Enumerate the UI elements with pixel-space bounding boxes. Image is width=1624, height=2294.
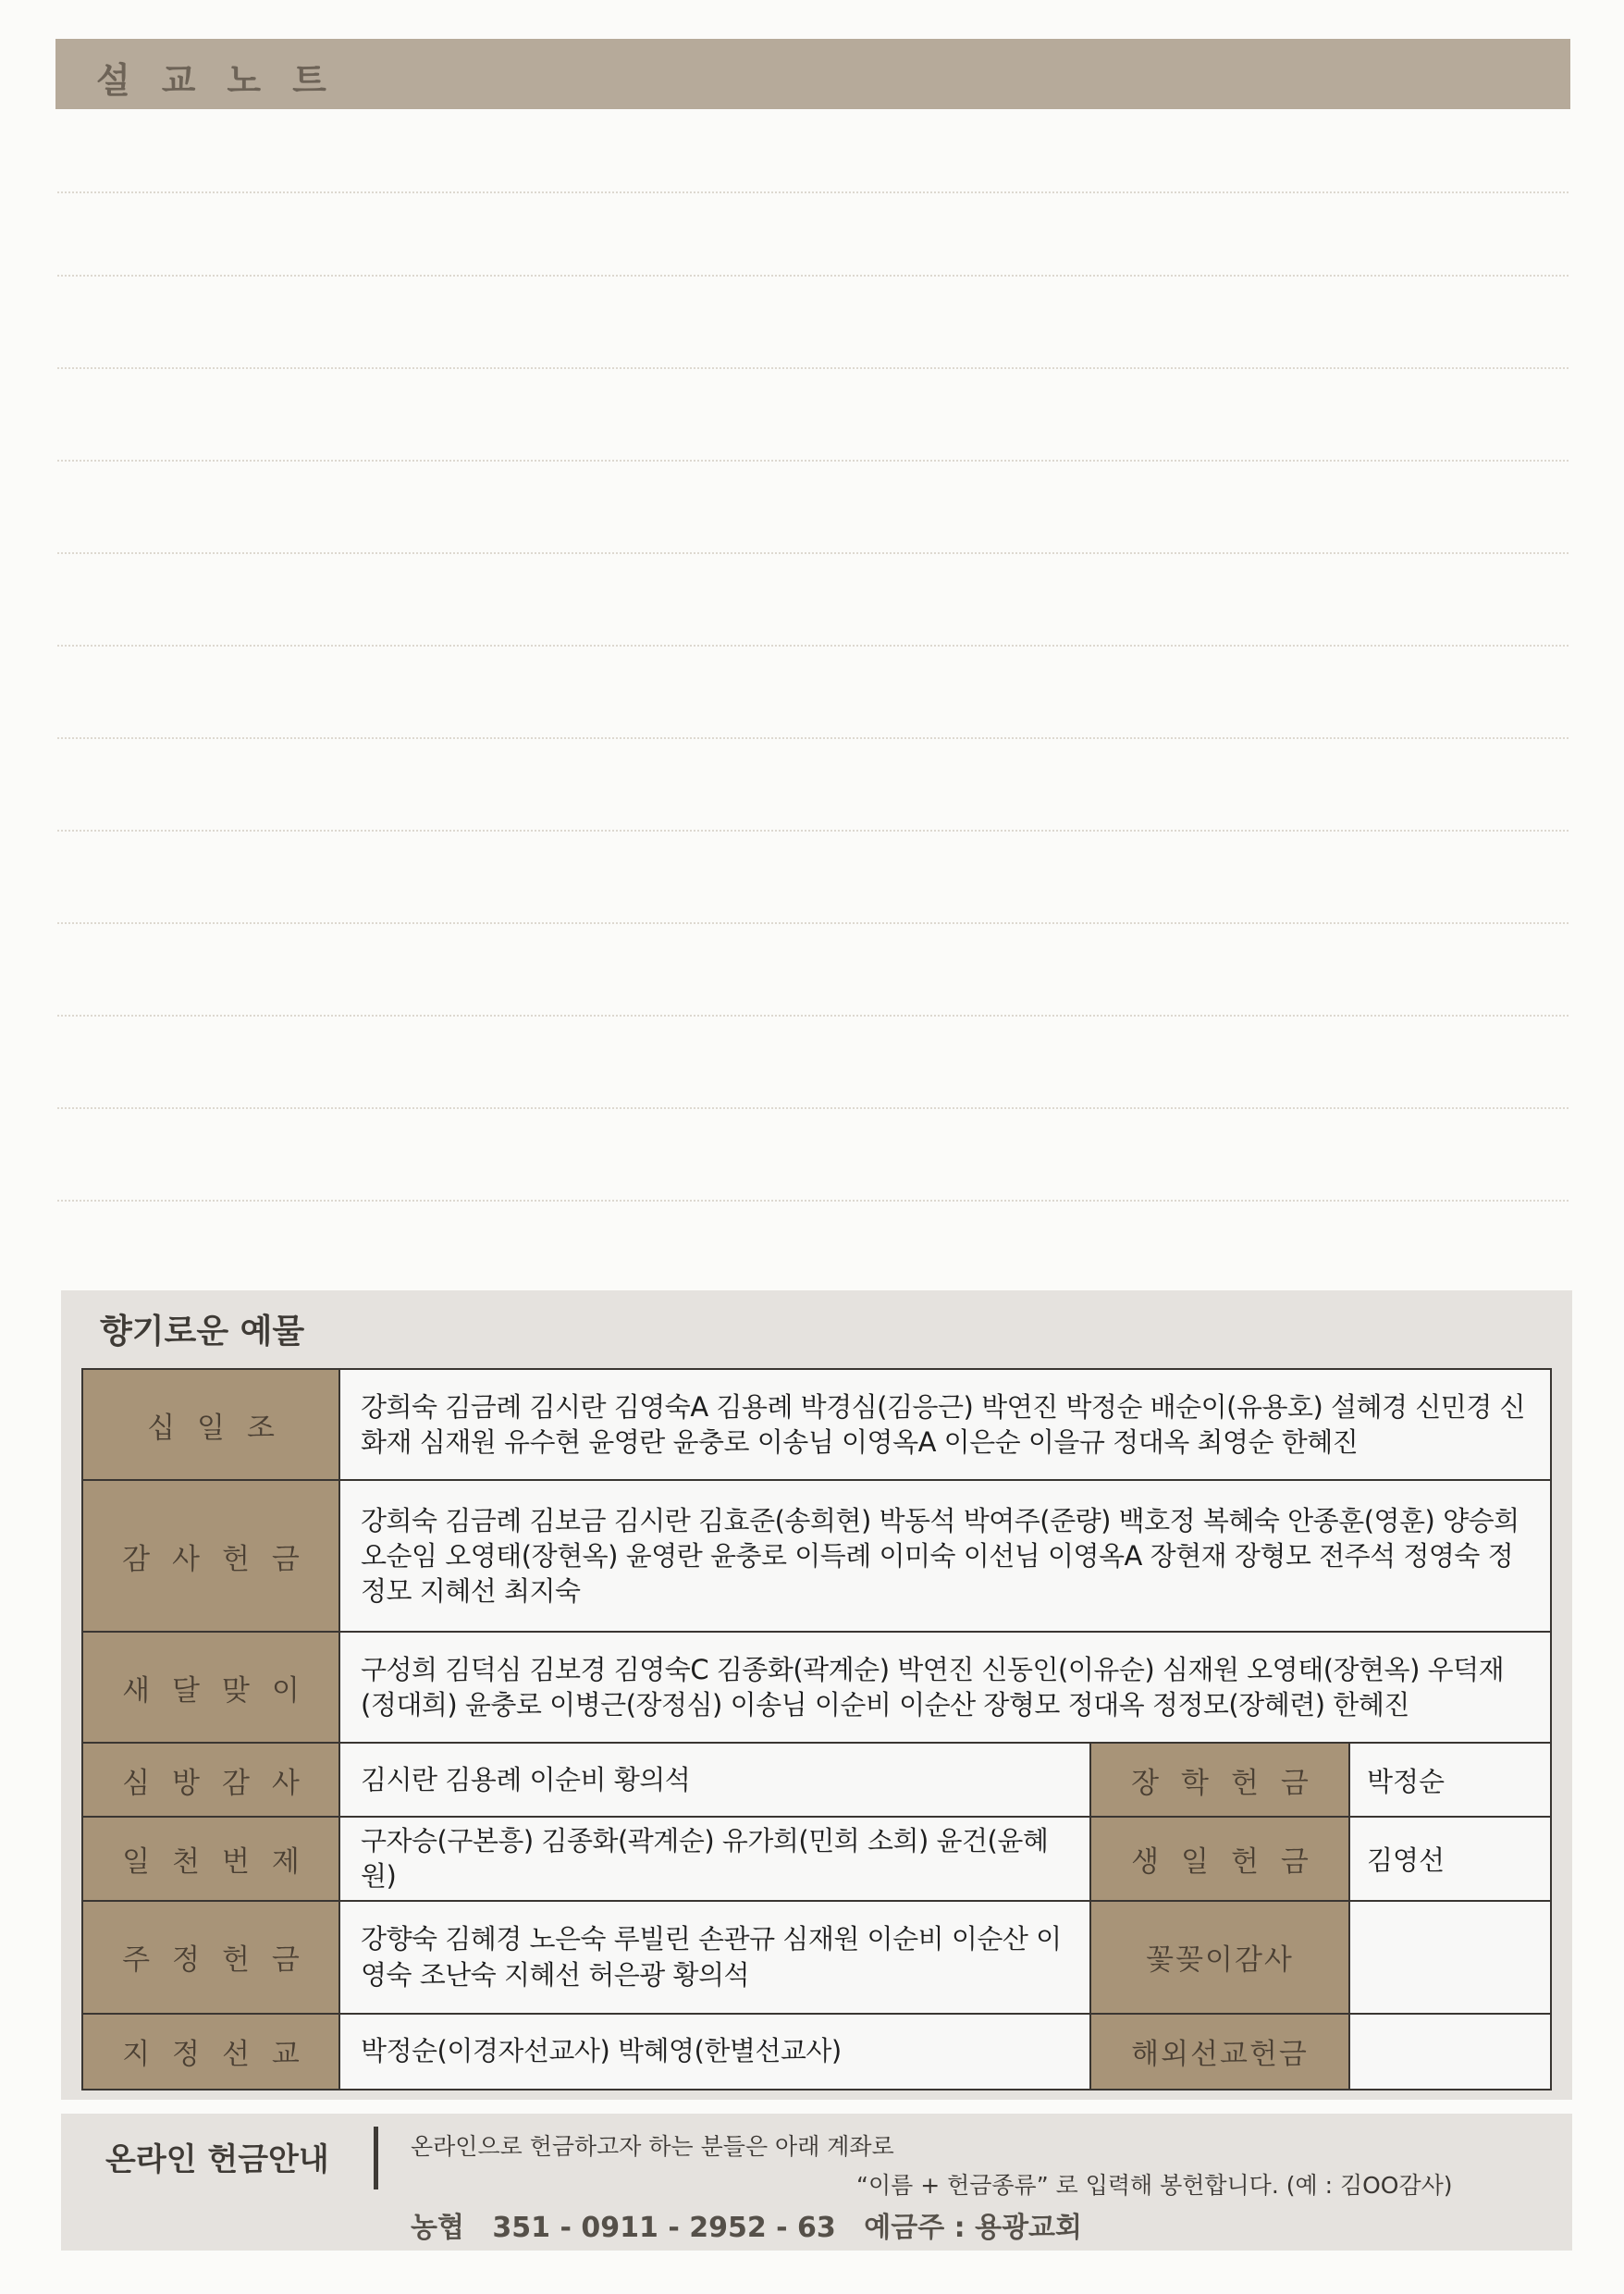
offerings-title: 향기로운 예물 (100, 1313, 305, 1350)
category-label: 십일조 (82, 1369, 339, 1480)
bank-name: 농협 (411, 2212, 464, 2244)
donor-names: 강희숙 김금례 김보금 김시란 김효준(송희현) 박동석 박여주(준량) 백호정 복혜숙 안종훈(영훈) 양승희 오순임 오영태(장현옥) 윤영란 윤충로 이득례 이미숙 이선님 이영옥A 장현재 장형모 전주석 정영숙 정정모 지혜선 최지숙 (339, 1480, 1551, 1632)
online-offering-section (61, 2114, 1572, 2251)
donor-names: 구자승(구본흥) 김종화(곽계순) 유가희(민희 소희) 윤건(윤혜원) (339, 1817, 1090, 1901)
side-category-label: 장학헌금 (1090, 1743, 1349, 1817)
sermon-notes-title: 설교노트 (96, 60, 358, 101)
note-line (57, 922, 1569, 924)
online-offering-title: 온라인 헌금안내 (105, 2141, 329, 2178)
category-label: 새달맞이 (82, 1632, 339, 1743)
donor-names: 강희숙 김금례 김시란 김영숙A 김용례 박경심(김응근) 박연진 박정순 배순이(유용호) 설혜경 신민경 신화재 심재원 유수현 윤영란 윤충로 이송님 이영옥A 이은순 이을규 정대옥 최영순 한혜진 (339, 1369, 1551, 1480)
side-category-label: 꽃꽂이감사 (1090, 1901, 1349, 2014)
note-line (57, 830, 1569, 832)
table-row (82, 1632, 1551, 1743)
table-row (82, 1743, 1551, 1817)
side-category-value (1349, 1901, 1551, 2014)
note-line (57, 552, 1569, 554)
sermon-notes-header (55, 39, 1570, 109)
note-line (57, 1200, 1569, 1202)
table-row (82, 1480, 1551, 1632)
divider (374, 2127, 378, 2189)
category-label: 심방감사 (82, 1743, 339, 1817)
table-row (82, 1817, 1551, 1901)
table-row (82, 1369, 1551, 1480)
side-category-value (1349, 2014, 1551, 2090)
offerings-section (61, 1290, 1572, 2100)
side-category-label: 생일헌금 (1090, 1817, 1349, 1901)
online-instruction-line2: “이름 + 헌금종류” 로 입력해 봉헌합니다. (예 : 김OO감사) (856, 2172, 1453, 2199)
category-label: 감사헌금 (82, 1480, 339, 1632)
note-line (57, 275, 1569, 277)
offerings-table (81, 1368, 1552, 2090)
donor-names: 박정순(이경자선교사) 박혜영(한별선교사) (339, 2014, 1090, 2090)
category-label: 주정헌금 (82, 1901, 339, 2014)
category-label: 지정선교 (82, 2014, 339, 2090)
donor-names: 강향숙 김혜경 노은숙 루빌린 손관규 심재원 이순비 이순산 이영숙 조난숙 지혜선 허은광 황의석 (339, 1901, 1090, 2014)
side-category-label: 해외선교헌금 (1090, 2014, 1349, 2090)
table-row (82, 2014, 1551, 2090)
donor-names: 김시란 김용례 이순비 황의석 (339, 1743, 1090, 1817)
table-row (82, 1901, 1551, 2014)
side-category-value: 박정순 (1349, 1743, 1551, 1817)
bank-account-info (411, 2204, 1101, 2245)
note-line (57, 460, 1569, 462)
note-line (57, 645, 1569, 647)
category-label: 일천번제 (82, 1817, 339, 1901)
online-instruction-line1: 온라인으로 헌금하고자 하는 분들은 아래 계좌로 (411, 2133, 894, 2160)
side-category-value: 김영선 (1349, 1817, 1551, 1901)
account-holder: 예금주 : 용광교회 (864, 2212, 1083, 2244)
note-line (57, 737, 1569, 739)
account-number: 351 - 0911 - 2952 - 63 (492, 2212, 836, 2244)
donor-names: 구성희 김덕심 김보경 김영숙C 김종화(곽계순) 박연진 신동인(이유순) 심재원 오영태(장현옥) 우덕재 (정대희) 윤충로 이병근(장정심) 이송님 이순비 이순산 장형모 정대옥 정정모(장혜련) 한혜진 (339, 1632, 1551, 1743)
note-line (57, 1107, 1569, 1109)
note-line (57, 191, 1569, 193)
note-line (57, 367, 1569, 369)
note-line (57, 1015, 1569, 1017)
